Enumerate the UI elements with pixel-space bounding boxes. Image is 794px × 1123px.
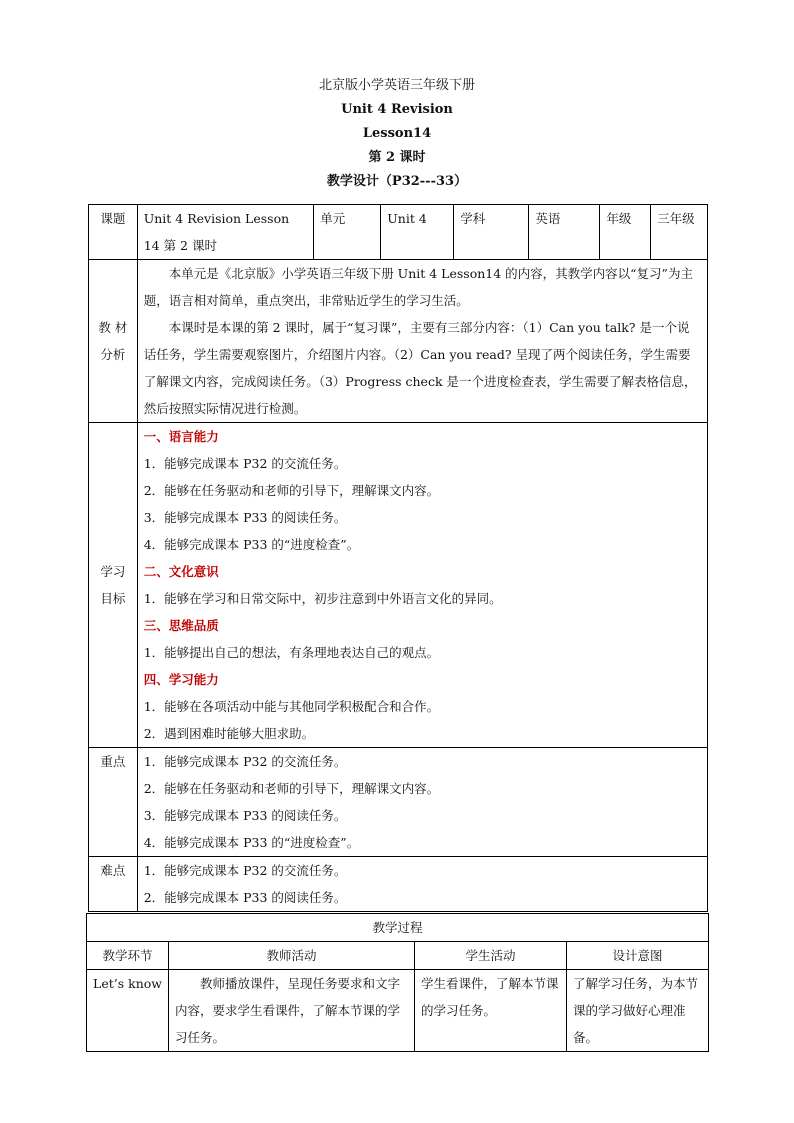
difficulty-item: 1．能够完成课本 P32 的交流任务。 <box>143 863 347 878</box>
objective-item: 2．能够在任务驱动和老师的引导下，理解课文内容。 <box>143 483 440 498</box>
period-title: 第 2 课时 <box>368 150 426 165</box>
objective-item: 4．能够完成课本 P33 的“进度检查”。 <box>143 537 360 552</box>
objectives-label-1: 学习 <box>100 564 126 579</box>
keypoints-label: 重点 <box>89 748 138 857</box>
lesson-info-table <box>88 204 708 912</box>
topic-label: 课题 <box>89 205 138 260</box>
difficulty-item: 2．能够完成课本 P33 的阅读任务。 <box>143 890 347 905</box>
document-header <box>0 74 794 194</box>
header-teacher: 教师活动 <box>169 942 415 970</box>
unit-value: Unit 4 <box>381 205 454 260</box>
info-row <box>89 205 708 260</box>
objectives-row <box>89 423 708 748</box>
difficulties-content <box>137 857 707 912</box>
section-title: 一、语言能力 <box>143 429 219 444</box>
header-student: 学生活动 <box>415 942 567 970</box>
process-title-row <box>87 914 709 942</box>
section-title: 三、思维品质 <box>143 618 219 633</box>
lesson-title: Lesson14 <box>362 126 432 141</box>
section-title: 二、文化意识 <box>143 564 219 579</box>
process-header-row <box>87 942 709 970</box>
unit-label: 单元 <box>314 205 381 260</box>
analysis-label-1: 教 材 <box>98 320 128 335</box>
analysis-row <box>89 260 708 423</box>
objectives-label-2: 目标 <box>100 591 126 606</box>
keypoint-item: 3．能够完成课本 P33 的阅读任务。 <box>143 808 347 823</box>
intent-cell: 了解学习任务，为本节课的学习做好心理准备。 <box>567 970 709 1052</box>
analysis-label <box>89 260 138 423</box>
keypoints-row <box>89 748 708 857</box>
teacher-cell <box>169 970 415 1052</box>
process-row <box>87 970 709 1052</box>
objective-item: 1．能够在各项活动中能与其他同学积极配合和合作。 <box>143 699 440 714</box>
keypoint-item: 4．能够完成课本 P33 的“进度检查”。 <box>143 835 360 850</box>
objective-item: 1．能够在学习和日常交际中，初步注意到中外语言文化的异同。 <box>143 591 502 606</box>
analysis-paragraph-1: 本单元是《北京版》小学英语三年级下册 Unit 4 Lesson14 的内容，其教学内容以“复习”为主题，语言相对简单，重点突出，非常贴近学生的学习生活。 <box>143 266 693 308</box>
objectives-label <box>89 423 138 748</box>
keypoint-item: 2．能够在任务驱动和老师的引导下，理解课文内容。 <box>143 781 440 796</box>
difficulties-label: 难点 <box>89 857 138 912</box>
analysis-label-2: 分析 <box>100 347 126 362</box>
design-title: 教学设计（P32---33） <box>326 174 468 189</box>
teaching-process-table <box>86 913 709 1052</box>
objective-item: 3．能够完成课本 P33 的阅读任务。 <box>143 510 347 525</box>
objective-item: 1．能够提出自己的想法，有条理地表达自己的观点。 <box>143 645 440 660</box>
grade-label: 年级 <box>600 205 651 260</box>
difficulties-row <box>89 857 708 912</box>
subject-value: 英语 <box>529 205 600 260</box>
objectives-content <box>137 423 707 748</box>
book-title: 北京版小学英语三年级下册 <box>318 78 475 93</box>
teacher-text: 教师播放课件，呈现任务要求和文字内容，要求学生看课件，了解本节课的学习任务。 <box>175 976 401 1045</box>
header-intent: 设计意图 <box>567 942 709 970</box>
subject-label: 学科 <box>454 205 529 260</box>
topic-value: Unit 4 Revision Lesson 14 第 2 课时 <box>137 205 314 260</box>
unit-title: Unit 4 Revision <box>341 102 453 117</box>
objective-item: 2．遇到困难时能够大胆求助。 <box>143 726 315 741</box>
student-cell: 学生看课件，了解本节课的学习任务。 <box>415 970 567 1052</box>
grade-value: 三年级 <box>651 205 708 260</box>
analysis-paragraph-2: 本课时是本课的第 2 课时，属于“复习课”，主要有三部分内容：（1）Can you talk? 是一个说话任务，学生需要观察图片，介绍图片内容。（2）Can you read? 呈现了两个阅读任务，学生需要了解课文内容，完成阅读任务。（3）Progress check 是一个进度检查表，学生需要了解表格信息，然后按照实际情况进行检测。 <box>143 320 697 416</box>
keypoint-item: 1．能够完成课本 P32 的交流任务。 <box>143 754 347 769</box>
analysis-content <box>137 260 707 423</box>
process-title: 教学过程 <box>87 914 709 942</box>
objective-item: 1．能够完成课本 P32 的交流任务。 <box>143 456 347 471</box>
header-stage: 教学环节 <box>87 942 169 970</box>
keypoints-content <box>137 748 707 857</box>
section-title: 四、学习能力 <box>143 672 219 687</box>
stage-cell: Let’s know <box>87 970 169 1052</box>
